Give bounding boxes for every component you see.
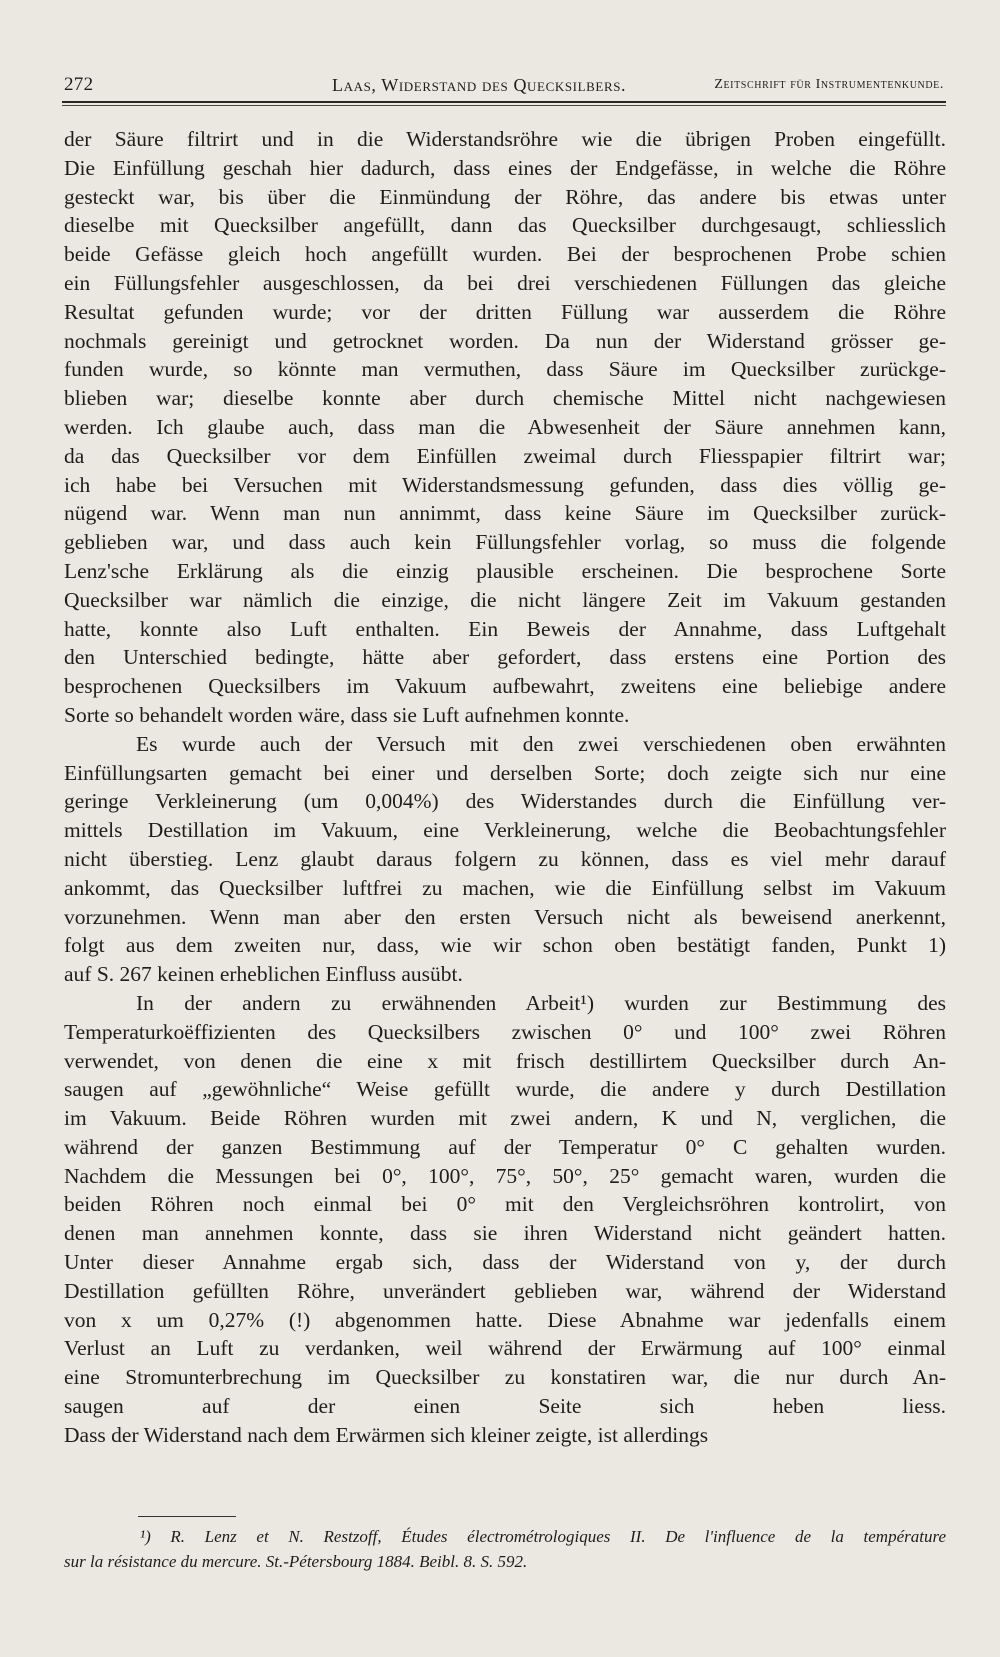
text-line: Quecksilber war nämlich die einzige, die nicht längere Zeit im Vakuum gestanden (64, 587, 946, 612)
header-rule (62, 101, 946, 103)
footnote-line: ¹) R. Lenz et N. Restzoff, Études électrométrologiques II. De l'influence de la température (140, 1527, 946, 1546)
page-header (64, 74, 944, 100)
text-line: Destillation gefüllten Röhre, unverändert geblieben war, während der Widerstand (64, 1278, 946, 1303)
text-line: saugen auf der einen Seite sich heben liess. (64, 1394, 946, 1419)
footnotes (64, 1524, 946, 1574)
text-line: saugen auf „gewöhnliche“ Weise gefüllt wurde, die andere y durch Destillation (64, 1077, 946, 1102)
text-line: besprochenen Quecksilbers im Vakuum aufbewahrt, zweitens eine beliebige andere (64, 674, 946, 699)
text-line: auf S. 267 keinen erheblichen Einfluss ausübt. (64, 962, 463, 987)
text-line: beide Gefässe gleich hoch angefüllt wurden. Bei der besprochenen Probe schien (64, 242, 946, 267)
text-line: Nachdem die Messungen bei 0°, 100°, 75°, 50°, 25° gemacht waren, wurden die (64, 1163, 946, 1188)
text-line: geringe Verkleinerung (um 0,004%) des Widerstandes durch die Einfüllung ver- (64, 789, 946, 814)
body-text (64, 125, 946, 1478)
text-line: geblieben war, und dass auch kein Füllungsfehler vorlag, so muss die folgende (64, 530, 946, 555)
text-line: verwendet, von denen die eine x mit frisch destillirtem Quecksilber durch An- (64, 1048, 946, 1073)
text-line: Sorte so behandelt worden wäre, dass sie Luft aufnehmen konnte. (64, 702, 630, 727)
footnote-rule (138, 1516, 236, 1517)
text-line: vorzunehmen. Wenn man aber den ersten Versuch nicht als beweisend anerkennt, (64, 904, 946, 929)
text-line: Temperaturkoëffizienten des Quecksilbers zwischen 0° und 100° zwei Röhren (64, 1019, 946, 1044)
text-line: den Unterschied bedingte, hätte aber gefordert, dass erstens eine Portion des (64, 645, 946, 670)
text-line (64, 1450, 946, 1479)
text-line: nügend war. Wenn man nun annimmt, dass keine Säure im Quecksilber zurück- (64, 501, 946, 526)
text-line: blieben war; dieselbe konnte aber durch chemische Mittel nicht nachgewiesen (64, 386, 946, 411)
text-line: nochmals gereinigt und getrocknet worden. Da nun der Widerstand grösser ge- (64, 328, 946, 353)
text-line: Die Einfüllung geschah hier dadurch, dass eines der Endgefässe, in welche die Röhre (64, 155, 946, 180)
footnote-line: sur la résistance du mercure. St.-Pétersbourg 1884. Beibl. 8. S. 592. (64, 1552, 528, 1571)
text-line: ankommt, das Quecksilber luftfrei zu machen, wie die Einfüllung selbst im Vakuum (64, 875, 946, 900)
text-line: funden wurde, so könnte man vermuthen, dass Säure im Quecksilber zurückge- (64, 357, 946, 382)
text-line: werden. Ich glaube auch, dass man die Abwesenheit der Säure annehmen kann, (64, 414, 946, 439)
text-line: hatte, konnte also Luft enthalten. Ein Beweis der Annahme, dass Luftgehalt (64, 616, 946, 641)
text-line: während der ganzen Bestimmung auf der Temperatur 0° C gehalten wurden. (64, 1134, 946, 1159)
text-line: ich habe bei Versuchen mit Widerstandsmessung gefunden, dass dies völlig ge- (64, 472, 946, 497)
text-line: eine Stromunterbrechung im Quecksilber zu konstatiren war, die nur durch An- (64, 1365, 946, 1390)
text-line: gesteckt war, bis über die Einmündung der Röhre, das andere bis etwas unter (64, 184, 946, 209)
text-line: mittels Destillation im Vakuum, eine Verkleinerung, welche die Beobachtungsfehler (64, 818, 946, 843)
text-line: Lenz'sche Erklärung als die einzig plausible erscheinen. Die besprochene Sorte (64, 558, 946, 583)
text-line: Verlust an Luft zu verdanken, weil während der Erwärmung auf 100° einmal (64, 1336, 946, 1361)
text-line: Unter dieser Annahme ergab sich, dass der Widerstand von y, der durch (64, 1250, 946, 1275)
text-line: Resultat gefunden wurde; vor der dritten Füllung war ausserdem die Röhre (64, 299, 946, 324)
page-number: 272 (64, 74, 94, 95)
text-line: Dass der Widerstand nach dem Erwärmen sich kleiner zeigte, ist allerdings (64, 1422, 709, 1447)
text-line: nicht überstieg. Lenz glaubt daraus folgern zu können, dass es viel mehr darauf (64, 846, 946, 871)
text-line: Es wurde auch der Versuch mit den zwei verschiedenen oben erwähnten (136, 731, 946, 756)
header-rule-thin (62, 105, 946, 106)
text-line: im Vakuum. Beide Röhren wurden mit zwei andern, K und N, verglichen, die (64, 1106, 946, 1131)
text-line: Einfüllungsarten gemacht bei einer und derselben Sorte; doch zeigte sich nur eine (64, 760, 946, 785)
text-line: da das Quecksilber vor dem Einfüllen zweimal durch Fliesspapier filtrirt war; (64, 443, 946, 468)
text-line: dieselbe mit Quecksilber angefüllt, dann das Quecksilber durchgesaugt, schliesslich (64, 213, 946, 238)
journal-title: Zeitschrift für Instrumentenkunde. (714, 77, 944, 92)
text-line: von x um 0,27% (!) abgenommen hatte. Diese Abnahme war jedenfalls einem (64, 1307, 946, 1332)
text-line: denen man annehmen konnte, dass sie ihren Widerstand nicht geändert hatten. (64, 1221, 946, 1246)
text-line: der Säure filtrirt und in die Widerstandsröhre wie die übrigen Proben eingefüllt. (64, 127, 946, 151)
running-title: Laas, Widerstand des Quecksilbers. (332, 75, 627, 95)
text-line: beiden Röhren noch einmal bei 0° mit den Vergleichsröhren kontrolirt, von (64, 1192, 946, 1217)
text-line: In der andern zu erwähnenden Arbeit¹) wurden zur Bestimmung des (136, 990, 946, 1015)
text-line: folgt aus dem zweiten nur, dass, wie wir schon oben bestätigt fanden, Punkt 1) (64, 933, 946, 958)
text-line: ein Füllungsfehler ausgeschlossen, da bei drei verschiedenen Füllungen das gleiche (64, 270, 946, 295)
